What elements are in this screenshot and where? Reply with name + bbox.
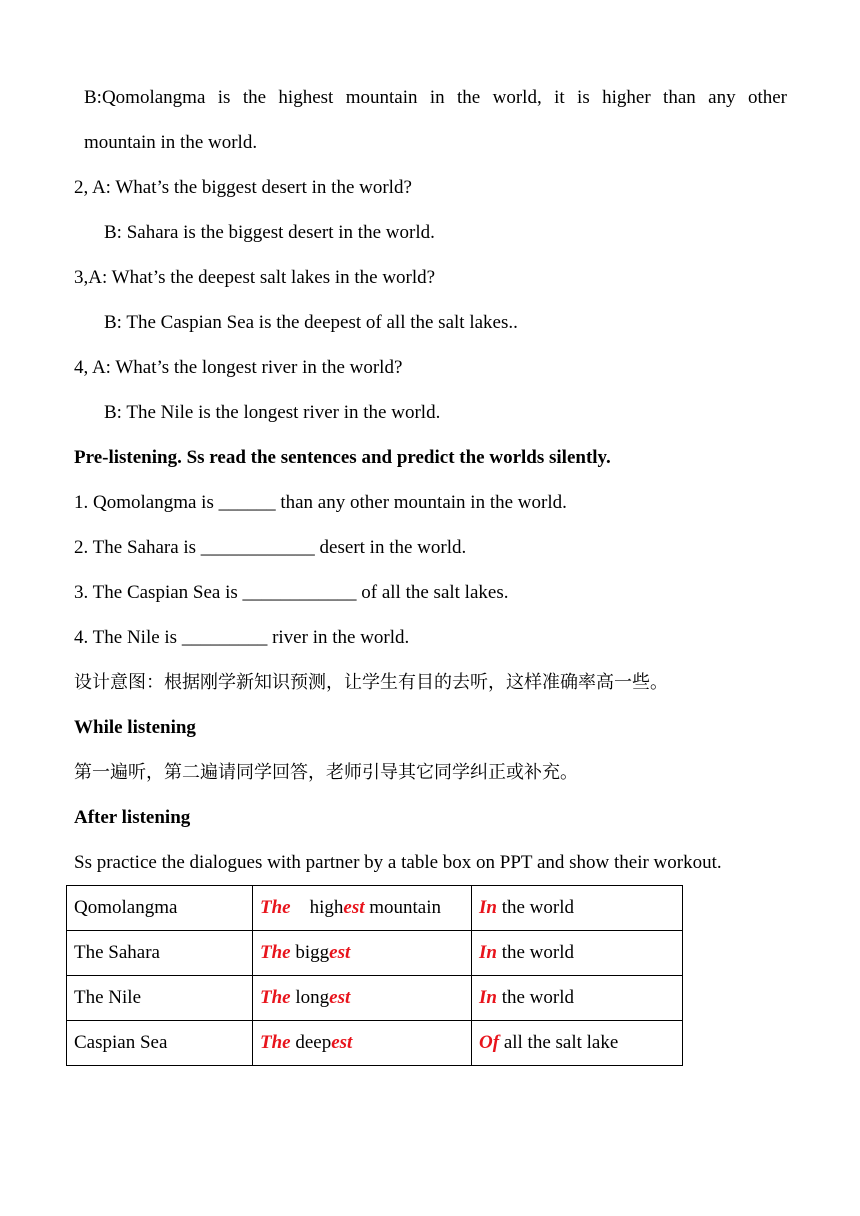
superlative-table (66, 885, 683, 1066)
dialogue-3-a: 3,A: What’s the deepest salt lakes in the world? (74, 267, 436, 288)
pre-listening-item-4: 4. The Nile is _________ river in the world. (74, 627, 410, 648)
superlative-suffix: est (331, 1032, 353, 1053)
pre-listening-item-1: 1. Qomolangma is ______ than any other mountain in the world. (74, 492, 567, 513)
scope-text: all the salt lake (503, 1032, 619, 1053)
adjective-stem: high (309, 897, 344, 918)
scope-cell (472, 886, 683, 931)
scope-text: the world (501, 897, 575, 918)
superlative-cell (253, 931, 472, 976)
preposition: Of (479, 1032, 500, 1053)
while-listening-heading: While listening (74, 717, 196, 738)
superlative-suffix: est (343, 897, 365, 918)
scope-text: the world (501, 987, 575, 1008)
article-the: The (260, 897, 291, 918)
noun: mountain (369, 897, 442, 918)
table-row (67, 886, 683, 931)
place-name: The Sahara (74, 942, 160, 963)
pre-listening-item-3: 3. The Caspian Sea is ____________ of all the salt lakes. (74, 582, 509, 603)
dialogue-2-a: 2, A: What’s the biggest desert in the world? (74, 177, 412, 198)
scope-text: the world (501, 942, 575, 963)
preposition: In (479, 897, 497, 918)
dialogue-1-b-line-2: mountain in the world. (84, 132, 258, 153)
superlative-suffix: est (329, 987, 351, 1008)
preposition: In (479, 942, 497, 963)
dialogue-3-b: B: The Caspian Sea is the deepest of all the salt lakes.. (104, 312, 518, 333)
table-row (67, 1021, 683, 1066)
adjective-stem: deep (295, 1032, 332, 1053)
while-listening-note: 第一遍听，第二遍请同学回答，老师引导其它同学纠正或补充。 (74, 762, 578, 783)
dialogue-2-b: B: Sahara is the biggest desert in the world. (104, 222, 435, 243)
article-the: The (260, 1032, 291, 1053)
after-listening-heading: After listening (74, 807, 191, 828)
scope-cell (472, 976, 683, 1021)
superlative-suffix: est (329, 942, 351, 963)
adjective-stem: long (295, 987, 330, 1008)
adjective-stem: bigg (295, 942, 330, 963)
dialogue-4-b: B: The Nile is the longest river in the world. (104, 402, 441, 423)
scope-cell (472, 931, 683, 976)
preposition: In (479, 987, 497, 1008)
dialogue-4-a: 4, A: What’s the longest river in the world? (74, 357, 403, 378)
place-cell (67, 976, 253, 1021)
superlative-cell (253, 886, 472, 931)
design-intent-note: 设计意图：根据刚学新知识预测，让学生有目的去听，这样准确率高一些。 (74, 672, 668, 693)
article-the: The (260, 987, 291, 1008)
superlative-cell (253, 1021, 472, 1066)
scope-cell (472, 1021, 683, 1066)
place-name: The Nile (74, 987, 142, 1008)
place-cell (67, 1021, 253, 1066)
dialogue-1-b-line-1: B:Qomolangma is the highest mountain in the world, it is higher than any other (84, 87, 787, 108)
place-cell (67, 931, 253, 976)
table-row (67, 976, 683, 1021)
place-name: Caspian Sea (74, 1032, 168, 1053)
superlative-cell (253, 976, 472, 1021)
place-name: Qomolangma (74, 897, 178, 918)
pre-listening-heading: Pre-listening. Ss read the sentences and predict the worlds silently. (74, 447, 611, 468)
article-the: The (260, 942, 291, 963)
after-listening-note: Ss practice the dialogues with partner by a table box on PPT and show their workout. (74, 852, 722, 873)
table-row (67, 931, 683, 976)
pre-listening-item-2: 2. The Sahara is ____________ desert in the world. (74, 537, 467, 558)
place-cell (67, 886, 253, 931)
